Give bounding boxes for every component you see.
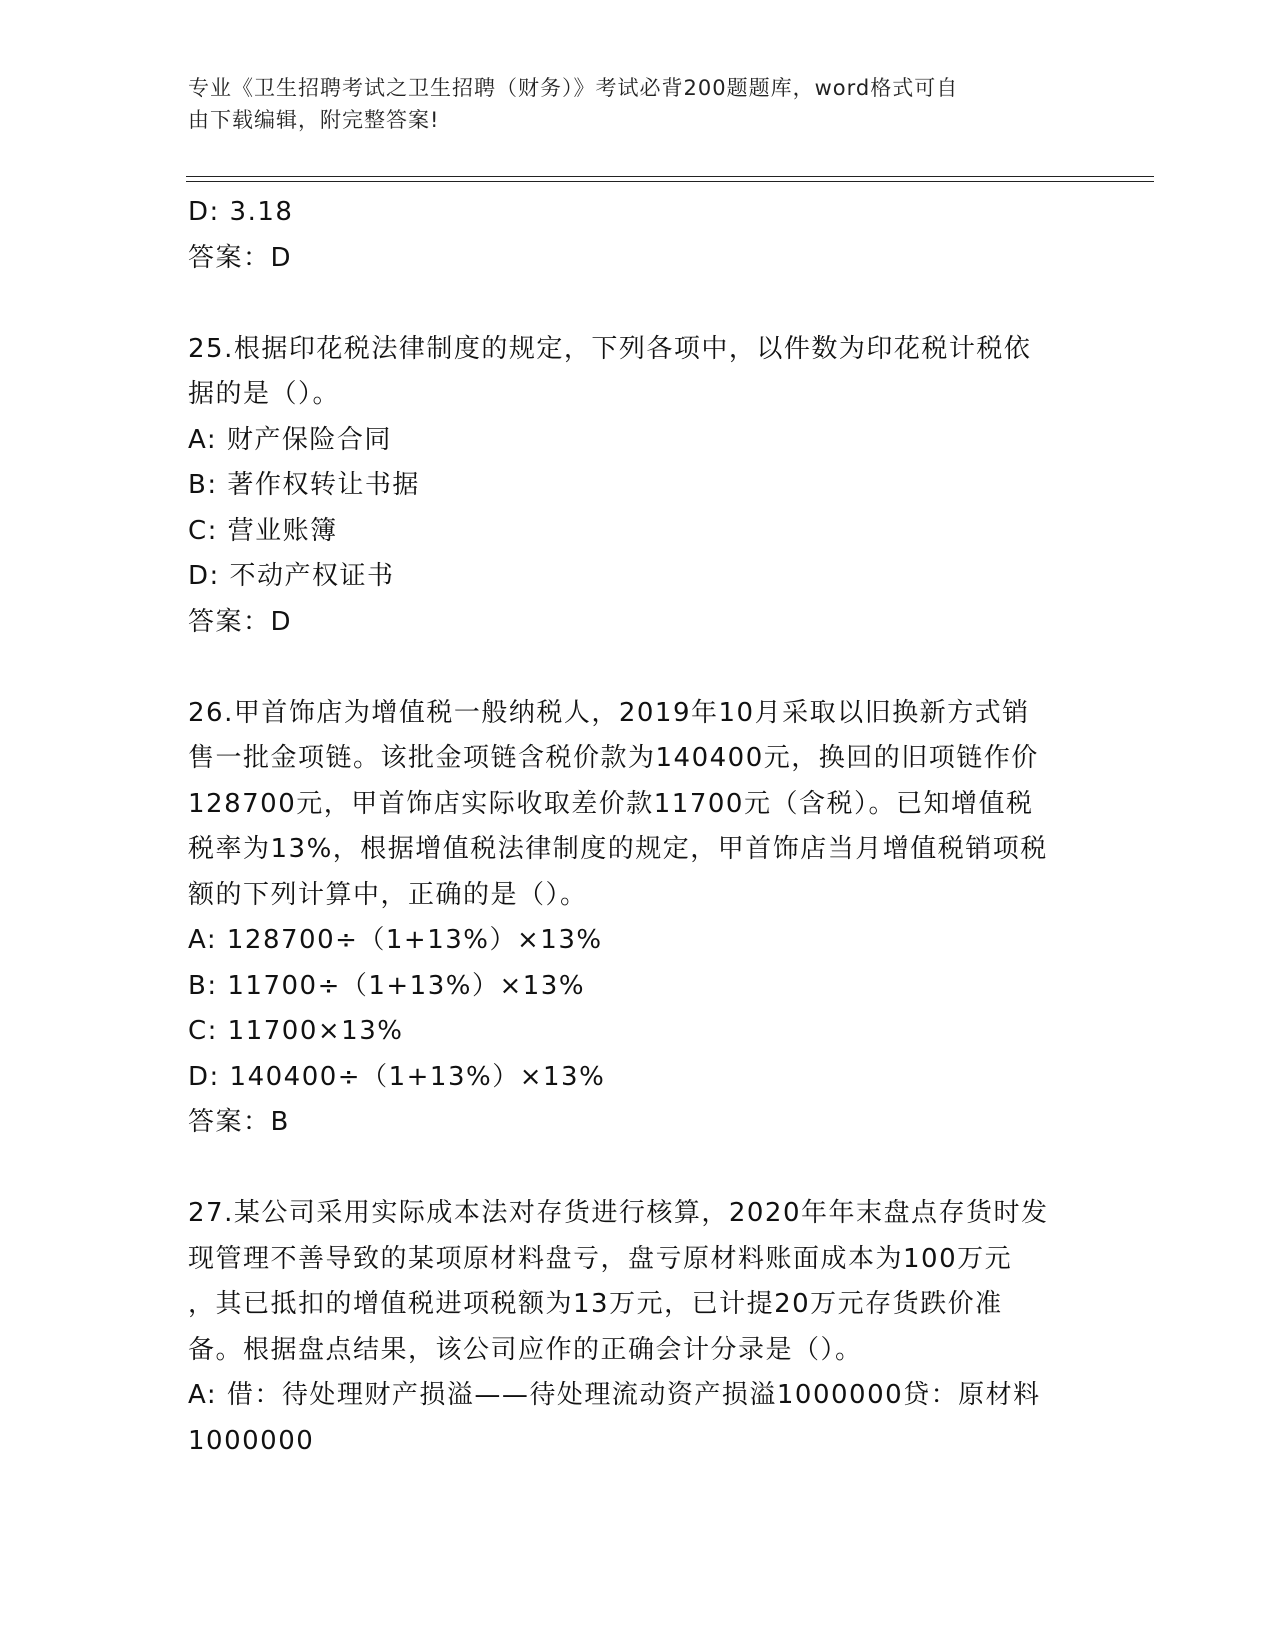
option-c: C: 11700×13% [188, 1016, 404, 1046]
question-25 [188, 327, 1088, 646]
option-c: C: 营业账簿 [188, 515, 338, 546]
answer-line: 答案：D [188, 242, 293, 273]
header-line-2: 由下载编辑，附完整答案! [188, 108, 440, 132]
spacer [188, 1146, 1088, 1192]
option-a-continued: 1000000 [188, 1425, 315, 1456]
header-rule-bottom [186, 181, 1154, 182]
question-stem: 现管理不善导致的某项原材料盘亏，盘亏原材料账面成本为100万元 [188, 1243, 1013, 1274]
question-stem: 备。根据盘点结果，该公司应作的正确会计分录是（）。 [188, 1334, 863, 1365]
document-body [188, 190, 1088, 1464]
option-a: A: 借：待处理财产损溢——待处理流动资产损溢1000000贷：原材料 [188, 1380, 1041, 1410]
question-24-tail [188, 190, 1088, 281]
header-rule-top [186, 176, 1154, 177]
answer-line: 答案：D [188, 606, 293, 637]
question-stem: 27.某公司采用实际成本法对存货进行核算，2020年年末盘点存货时发 [188, 1198, 1049, 1228]
question-stem: 额的下列计算中，正确的是（）。 [188, 879, 588, 910]
option-a: A: 财产保险合同 [188, 424, 392, 455]
option-d: D: 140400÷（1+13%）×13% [188, 1061, 606, 1092]
option-d: D: 3.18 [188, 197, 294, 227]
header-line-1: 专业《卫生招聘考试之卫生招聘（财务）》考试必背200题题库，word格式可自 [188, 76, 959, 100]
option-a: A: 128700÷（1+13%）×13% [188, 925, 603, 955]
option-b: B: 著作权转让书据 [188, 470, 420, 500]
question-stem: 据的是（）。 [188, 379, 341, 409]
question-stem: 26.甲首饰店为增值税一般纳税人，2019年10月采取以旧换新方式销 [188, 697, 1030, 728]
question-stem: ，其已抵扣的增值税进项税额为13万元，已计提20万元存货跌价准 [188, 1289, 1003, 1319]
answer-line: 答案：B [188, 1107, 290, 1137]
question-27 [188, 1191, 1088, 1464]
question-stem: 25.根据印花税法律制度的规定，下列各项中，以件数为印花税计税依 [188, 333, 1032, 364]
question-stem: 售一批金项链。该批金项链含税价款为140400元，换回的旧项链作价 [188, 743, 1039, 773]
question-26 [188, 691, 1088, 1146]
document-header [188, 72, 1078, 136]
option-b: B: 11700÷（1+13%）×13% [188, 970, 586, 1001]
option-d: D: 不动产权证书 [188, 561, 395, 591]
spacer [188, 645, 1088, 691]
spacer [188, 281, 1088, 327]
question-stem: 税率为13%，根据增值税法律制度的规定，甲首饰店当月增值税销项税 [188, 834, 1048, 864]
question-stem: 128700元，甲首饰店实际收取差价款11700元（含税）。已知增值税 [188, 788, 1034, 819]
